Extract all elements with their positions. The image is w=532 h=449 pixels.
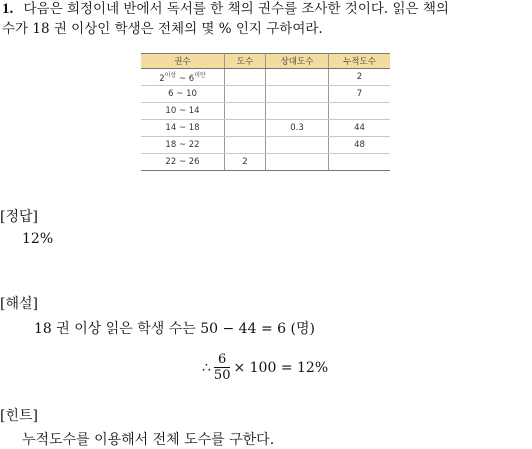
table-row — [141, 120, 390, 137]
range-from: 6 — [168, 89, 174, 99]
range-from: 2 — [159, 73, 165, 84]
range-separator: ~ — [178, 73, 187, 84]
hint-text: 누적도수를 이용해서 전체 도수를 구한다. — [22, 432, 275, 448]
range-from: 10 — [165, 106, 177, 116]
cell-books — [141, 103, 225, 120]
cell-cumulative-frequency: 2 — [329, 69, 391, 86]
cell-frequency — [225, 69, 266, 86]
cell-books — [141, 120, 225, 137]
header-relative-frequency: 상대도수 — [266, 54, 329, 69]
table-row — [141, 137, 390, 154]
cell-cumulative-frequency: 7 — [329, 86, 391, 103]
range-from: 18 — [165, 140, 177, 150]
cell-relative-frequency — [266, 154, 329, 171]
equation-tail: × 100 = 12% — [233, 359, 329, 376]
cell-books — [141, 86, 225, 103]
cell-cumulative-frequency — [329, 103, 391, 120]
cell-relative-frequency: 0.3 — [266, 120, 329, 137]
range-to: 6 — [188, 73, 195, 84]
question-text-1: 다음은 희정이네 반에서 독서를 한 책의 권수를 조사한 것이다. 읽은 책의 — [23, 1, 449, 17]
cell-cumulative-frequency: 44 — [329, 120, 391, 137]
range-to: 18 — [188, 123, 200, 133]
header-cumulative-frequency: 누적도수 — [329, 54, 391, 69]
frequency-table — [141, 53, 390, 171]
cell-frequency: 2 — [225, 154, 266, 171]
range-to: 14 — [188, 106, 200, 116]
answer-value: 12% — [22, 231, 54, 247]
table-row — [141, 103, 390, 120]
fraction-denominator: 50 — [213, 368, 231, 383]
cell-frequency — [225, 86, 266, 103]
range-to-suffix: 미만 — [194, 72, 206, 80]
cell-books — [141, 69, 225, 86]
cell-relative-frequency — [266, 103, 329, 120]
cell-frequency — [225, 103, 266, 120]
answer-label: [정답] — [0, 209, 38, 225]
cell-cumulative-frequency: 48 — [329, 137, 391, 154]
header-books: 권수 — [141, 54, 225, 69]
table-header-row — [141, 54, 390, 69]
fraction — [214, 352, 231, 383]
question-number: 1. — [2, 1, 14, 17]
range-to: 10 — [186, 89, 197, 99]
explanation-line-1: 18 권 이상 읽은 학생 수는 50 − 44 = 6 (명) — [34, 321, 315, 337]
table-row — [141, 154, 390, 171]
range-separator: ~ — [178, 140, 187, 150]
cell-relative-frequency — [266, 86, 329, 103]
table-row — [141, 69, 390, 86]
cell-books — [141, 137, 225, 154]
cell-books — [141, 154, 225, 171]
table-row — [141, 86, 390, 103]
question-line-2: 수가 18 권 이상인 학생은 전체의 몇 % 인지 구하여라. — [2, 21, 323, 37]
header-frequency: 도수 — [225, 54, 266, 69]
cell-frequency — [225, 137, 266, 154]
range-to: 26 — [188, 157, 200, 167]
cell-frequency — [225, 120, 266, 137]
question-line-1 — [2, 0, 449, 19]
range-separator: ~ — [176, 89, 184, 99]
range-from-suffix: 이상 — [164, 72, 177, 80]
explanation-label: [해설] — [0, 296, 38, 312]
range-separator: ~ — [178, 157, 187, 167]
range-from: 22 — [165, 157, 177, 167]
explanation-equation — [202, 352, 328, 383]
range-from: 14 — [165, 123, 177, 133]
fraction-numerator: 6 — [214, 352, 231, 368]
cell-cumulative-frequency — [329, 154, 391, 171]
hint-label: [힌트] — [0, 408, 38, 424]
range-separator: ~ — [178, 123, 187, 133]
cell-relative-frequency — [266, 69, 329, 86]
range-separator: ~ — [178, 106, 187, 116]
cell-relative-frequency — [266, 137, 329, 154]
range-to: 22 — [188, 140, 200, 150]
therefore-symbol: ∴ — [202, 359, 211, 376]
